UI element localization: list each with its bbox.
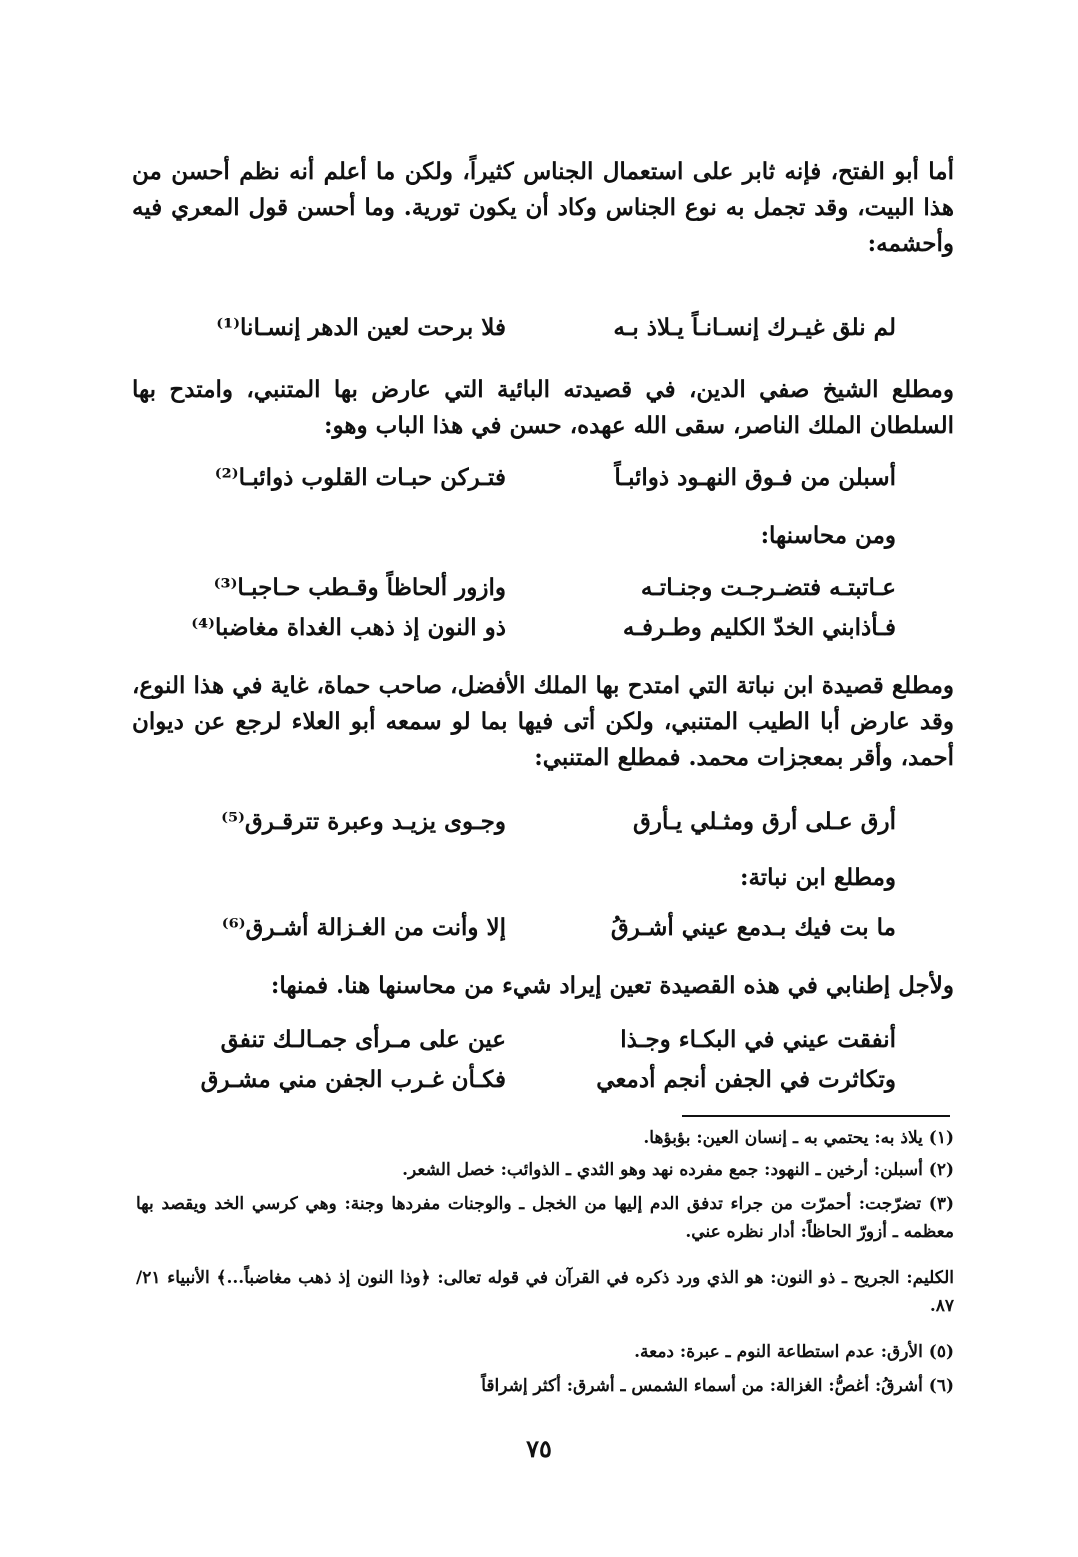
verse-3 (186, 574, 896, 614)
verse-1-hemistich-2: فلا برحت لعين الدهر إنسـانا⁽¹⁾ (216, 314, 506, 341)
verse-8-hemistich-2: فكـأن غـرب الجفن مني مشـرق (200, 1066, 506, 1093)
verse-2-hemistich-1: أسبلن من فـوق النهـود ذوائبـاً (614, 464, 896, 491)
paragraph-3: ومطلع قصيدة ابن نباتة التي امتدح بها الملك الأفضل، صاحب حماة، غاية في هذا النوع، وقد عارض أبا الطيب المتنبي، ولكن أتى فيها بما لو سمعه أبو العلاء لرجع عن ديوان أحمد، وأقر بمعجزات محمد. فمطلع المتنبي: (132, 672, 954, 771)
verse-6 (186, 914, 896, 954)
verse-7-hemistich-2: عين على مـرأى جمـالـك تنفق (220, 1026, 506, 1053)
verse-4 (186, 614, 896, 654)
verse-3-hemistich-2: وازور ألحاظاً وقـطب حـاجبـا⁽³⁾ (213, 574, 506, 601)
verse-8 (186, 1066, 896, 1106)
verse-4-hemistich-2: ذو النون إذ ذهب الغداة مغاضبا⁽⁴⁾ (191, 614, 506, 641)
verse-3-hemistich-1: عـاتبتـه فتضـرجـت وجنـاتـه (640, 574, 896, 601)
footnote-1: (١) يلاذ به: يحتمي به ـ إنسان العين: بؤبؤها. (643, 1128, 954, 1148)
verse-7-hemistich-1: أنفقت عيني في البكـاء وجـذا (620, 1026, 896, 1053)
footnote-2: (٢) أسبلن: أرخين ـ النهود: جمع مفرده نهد وهو الثدي ـ الذوائب: خصل الشعر. (402, 1160, 954, 1180)
verse-4-hemistich-1: فـأذابني الخدّ الكليم وطـرفـه (622, 614, 896, 641)
footnote-4: الكليم: الجريح ـ ذو النون: هو الذي ورد ذكره في القرآن في قوله تعالى: ﴿وذا النون إذ ذهب مغاضباً...﴾ الأنبياء ٢١/ ٨٧. (136, 1268, 954, 1316)
footnote-separator (682, 1115, 950, 1117)
paragraph-4: ولأجل إطنابي في هذه القصيدة تعين إيراد شيء من محاسنها هنا. فمنها: (270, 972, 954, 999)
footnote-6: (٦) أشرقُ: أغصُّ: الغزالة: من أسماء الشمس ـ أشرق: أكثر إشراقاً (481, 1376, 954, 1396)
verse-5-hemistich-1: أرق عـلى أرق ومثـلي يـأرق (633, 808, 896, 835)
footnote-5: (٥) الأرق: عدم استطاعة النوم ـ عبرة: دمعة. (634, 1342, 954, 1362)
verse-6-hemistich-1: ما بت فيك بـدمع عيني أشـرقُ (610, 914, 896, 941)
paragraph-2: ومطلع الشيخ صفي الدين، في قصيدته البائية التي عارض بها المتنبي، وامتدح بها السلطان الملك الناصر، سقى الله عهده، حسن في هذا الباب وهو: (132, 376, 954, 439)
paragraph-1: أما أبو الفتح، فإنه ثابر على استعمال الجناس كثيراً، ولكن ما أعلم أنه نظم أحسن من هذا البيت، وقد تجمل به نوع الجناس وكاد أن يكون تورية. وما أحسن قول المعري فيه وأحشمه: (132, 158, 954, 257)
verse-2-hemistich-2: فتـركن حبـات القلوب ذوائبـا⁽²⁾ (214, 464, 506, 491)
verse-5 (186, 808, 896, 848)
verse-6-hemistich-2: إلا وأنت من الغـزالة أشـرق⁽⁶⁾ (221, 914, 506, 941)
page-number: ٧٥ (526, 1434, 552, 1463)
verse-7 (186, 1026, 896, 1066)
heading-mahasinuha: ومن محاسنها: (760, 522, 896, 549)
verse-5-hemistich-2: وجـوى يزيـد وعبرة تترقـرق⁽⁵⁾ (221, 808, 506, 835)
verse-1 (186, 314, 896, 354)
verse-2 (186, 464, 896, 504)
heading-ibn-nubata: ومطلع ابن نباتة: (739, 864, 896, 891)
footnote-3: (٣) تضرّجت: أحمرّت من جراء تدفق الدم إليها من الخجل ـ والوجنات مفردها وجنة: وهي كرسي الخد ويقصد بها معظمه ـ أزورّ الحاظاً: أدار نظره عني. (136, 1194, 954, 1242)
verse-8-hemistich-1: وتكاثرت في الجفن أنجم أدمعي (596, 1066, 896, 1093)
verse-1-hemistich-1: لم نلق غيـرك إنسـانـاً يـلاذ بـه (613, 314, 896, 341)
